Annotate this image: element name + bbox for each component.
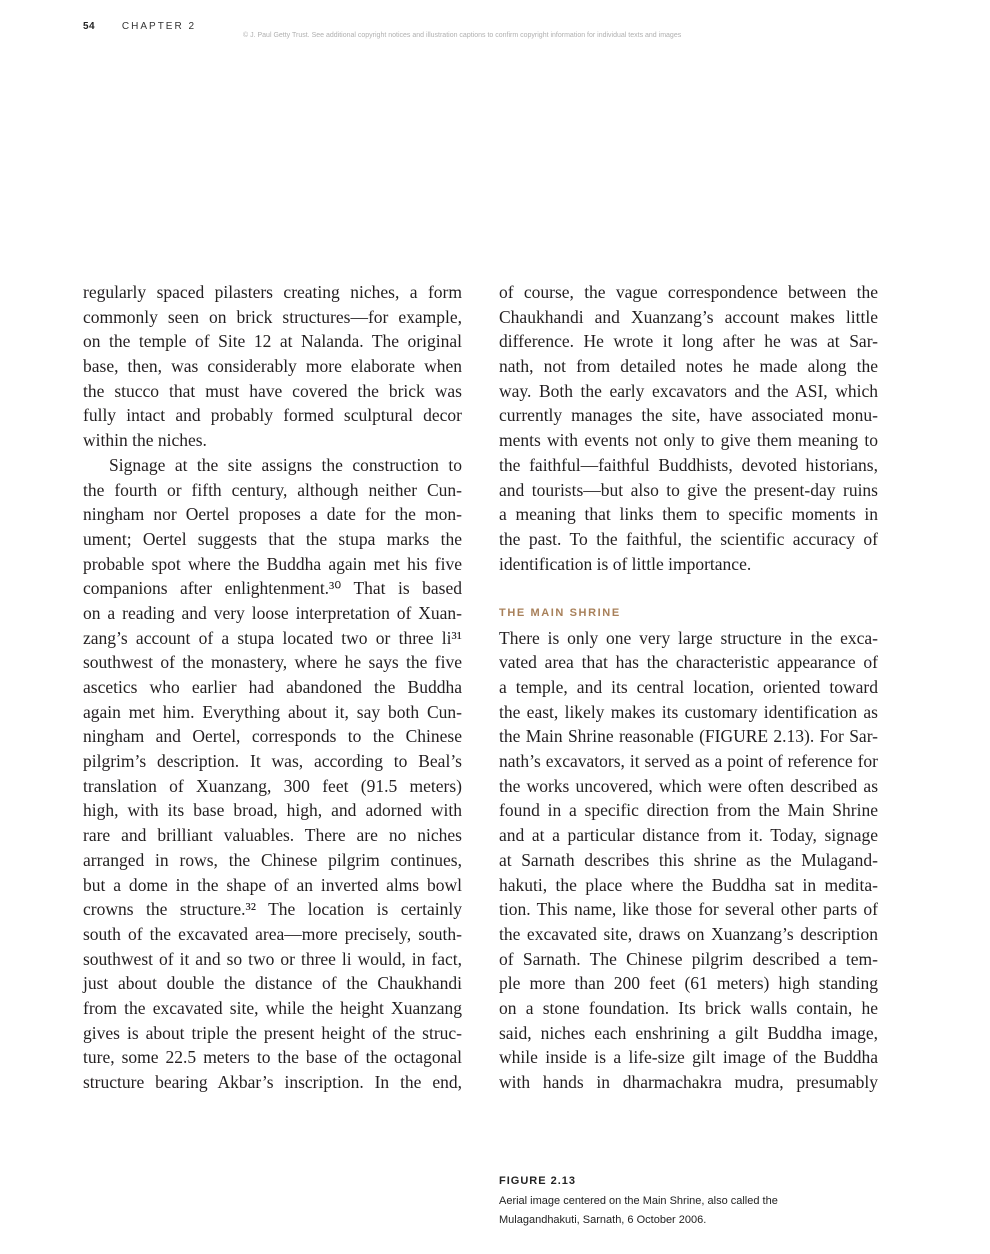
text-line: currently manages the site, have associated monu- bbox=[499, 405, 878, 426]
text-line: arranged in rows, the Chinese pilgrim continues, bbox=[83, 849, 462, 870]
text-line: ningham nor Oertel proposes a date for the mon- bbox=[83, 504, 462, 525]
text-line: commonly seen on brick structures—for example, bbox=[83, 306, 462, 327]
text-line: with hands in dharmachakra mudra, presumably bbox=[499, 1072, 878, 1092]
text-line: and tourists—but also to give the present-day ruins bbox=[499, 479, 878, 500]
text-line: ments with events not only to give them meaning to bbox=[499, 430, 878, 451]
text-line: high, with its base broad, high, and adorned with bbox=[83, 800, 462, 821]
text-line: identification is of little importance. bbox=[499, 553, 752, 574]
text-line: and at a particular distance from it. Today, signage bbox=[499, 825, 878, 846]
text-line: base, then, was considerably more elaborate when bbox=[83, 356, 462, 377]
running-header bbox=[83, 21, 196, 32]
text-line: rare and brilliant valuables. There are no niches bbox=[83, 825, 462, 846]
figure-label: FIGURE 2.13 bbox=[499, 1175, 577, 1187]
text-line: at Sarnath describes this shrine as the Mulagand- bbox=[499, 849, 878, 870]
text-line: the east, likely makes its customary identification as bbox=[499, 701, 878, 722]
text-line: zang’s account of a stupa located two or three li³¹ bbox=[83, 627, 462, 648]
text-line: ningham and Oertel, corresponds to the Chinese bbox=[83, 726, 462, 747]
text-line: crowns the structure.³² The location is certainly bbox=[83, 899, 462, 920]
text-line: within the niches. bbox=[83, 430, 207, 451]
text-line: the excavated site, draws on Xuanzang’s description bbox=[499, 923, 878, 944]
page-number: 54 bbox=[83, 21, 96, 32]
chapter-label: CHAPTER 2 bbox=[121, 21, 197, 32]
text-line: while inside is a life-size gilt image of the Buddha bbox=[499, 1047, 878, 1068]
text-line: pilgrim’s description. It was, according to Beal’s bbox=[83, 751, 462, 772]
text-line: a temple, and its central location, oriented toward bbox=[499, 677, 878, 697]
text-line: south of the excavated area—more precisely, south- bbox=[83, 923, 462, 944]
text-line: the works uncovered, which were often described as bbox=[499, 775, 878, 796]
text-line: way. Both the early excavators and the ASI, which bbox=[499, 380, 878, 401]
text-line: regularly spaced pilasters creating niches, a form bbox=[83, 282, 462, 302]
text-line: again met him. Everything about it, say both Cun- bbox=[83, 701, 462, 722]
text-line: Signage at the site assigns the construction to bbox=[109, 454, 462, 475]
text-line: nath, not from detailed notes he made along the bbox=[499, 356, 878, 377]
text-line: the stucco that must have covered the brick was bbox=[83, 380, 462, 401]
text-line: the Main Shrine reasonable (FIGURE 2.13). For Sar- bbox=[499, 726, 878, 747]
text-line: a meaning that links them to specific moments in bbox=[499, 504, 878, 525]
text-line: nath’s excavators, it served as a point of reference for bbox=[499, 751, 878, 772]
left-column bbox=[83, 280, 462, 1095]
text-line: found in a specific direction from the Main Shrine bbox=[499, 800, 878, 821]
text-line: from the excavated site, while the height Xuanzang bbox=[83, 997, 462, 1018]
text-line: probable spot where the Buddha again met his five bbox=[83, 553, 462, 574]
text-line: There is only one very large structure in the exca- bbox=[499, 627, 878, 648]
copyright-notice: © J. Paul Getty Trust. See additional copyright notices and illustration captions to confirm copyright information for individual texts and images bbox=[243, 32, 682, 39]
text-line: but a dome in the shape of an inverted alms bowl bbox=[83, 874, 462, 895]
text-line: ument; Oertel suggests that the stupa marks the bbox=[83, 528, 462, 549]
section-heading: THE MAIN SHRINE bbox=[499, 606, 621, 619]
caption-text: Mulagandhakuti, Sarnath, 6 October 2006. bbox=[499, 1214, 707, 1226]
text-line: on a reading and very loose interpretation of Xuan- bbox=[83, 602, 462, 623]
text-line: on a stone foundation. Its brick walls contain, he bbox=[499, 997, 878, 1018]
text-line: southwest of it and so two or three li would, in fact, bbox=[83, 948, 462, 969]
text-line: translation of Xuanzang, 300 feet (91.5 meters) bbox=[83, 775, 462, 796]
text-line: vated area that has the characteristic appearance of bbox=[499, 652, 878, 673]
text-line: the fourth or fifth century, although neither Cun- bbox=[83, 479, 462, 500]
text-line: fully intact and probably formed sculptural decor bbox=[83, 405, 462, 426]
text-line: on the temple of Site 12 at Nalanda. The original bbox=[83, 331, 462, 352]
text-line: the past. To the faithful, the scientific accuracy of bbox=[499, 528, 878, 549]
right-column bbox=[499, 280, 878, 1095]
text-line: ple more than 200 feet (61 meters) high standing bbox=[499, 973, 878, 994]
text-line: tion. This name, like those for several other parts of bbox=[499, 899, 878, 920]
text-line: said, niches each enshrining a gilt Buddha image, bbox=[499, 1022, 878, 1043]
text-line: the faithful—faithful Buddhists, devoted historians, bbox=[499, 454, 878, 475]
text-line: difference. He wrote it long after he was at Sar- bbox=[499, 331, 878, 352]
figure-caption bbox=[499, 1172, 778, 1231]
text-line: southwest of the monastery, where he says the five bbox=[83, 652, 462, 673]
text-line: structure bearing Akbar’s inscription. In the end, bbox=[83, 1072, 462, 1092]
text-line: companions after enlightenment.³⁰ That is based bbox=[83, 578, 462, 599]
caption-text: Aerial image centered on the Main Shrine, also called the bbox=[499, 1194, 778, 1207]
text-line: hakuti, the place where the Buddha sat in medita- bbox=[499, 874, 878, 895]
text-line: ascetics who earlier had abandoned the Buddha bbox=[83, 677, 462, 697]
text-line: of course, the vague correspondence between the bbox=[499, 282, 878, 302]
text-line: Chaukhandi and Xuanzang’s account makes little bbox=[499, 306, 878, 327]
text-line: just about double the distance of the Chaukhandi bbox=[83, 973, 462, 994]
text-line: gives is about triple the present height of the struc- bbox=[83, 1022, 462, 1043]
text-line: of Sarnath. The Chinese pilgrim described a tem- bbox=[499, 948, 878, 969]
text-line: ture, some 22.5 meters to the base of the octagonal bbox=[83, 1047, 462, 1068]
